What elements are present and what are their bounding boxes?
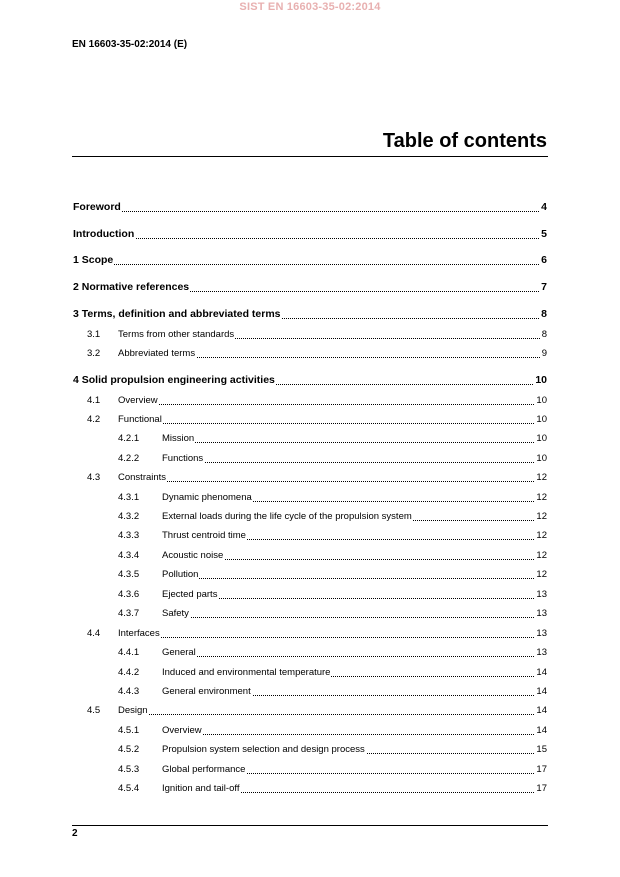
toc-entry-page: 12 <box>536 550 547 561</box>
toc-entry-page: 13 <box>536 628 547 639</box>
toc-entry-page: 12 <box>536 492 547 503</box>
dot-leader <box>163 442 540 443</box>
toc-entry-number: 4.1 <box>87 395 101 406</box>
toc-entry[interactable] <box>0 703 620 717</box>
toc-entry-number: 4.5.1 <box>118 725 140 736</box>
toc-entry-number: 4.3.6 <box>118 589 140 600</box>
dot-leader <box>119 481 540 482</box>
toc-entry[interactable] <box>0 431 620 445</box>
toc-entry[interactable] <box>0 509 620 523</box>
toc-entry-number: 4.3.2 <box>118 511 140 522</box>
toc-entry-number: 4.3.7 <box>118 608 140 619</box>
toc-entry-title: Dynamic phenomena <box>162 492 252 503</box>
toc-entry[interactable] <box>0 280 620 294</box>
dot-leader <box>163 617 540 618</box>
watermark: SIST EN 16603-35-02:2014 <box>239 1 381 13</box>
toc-entry[interactable] <box>0 373 620 387</box>
footer-divider <box>72 825 548 826</box>
toc-entry-page: 14 <box>536 667 547 678</box>
toc-entry-number: 4.3.4 <box>118 550 140 561</box>
toc-entry-title: Introduction <box>73 228 135 240</box>
toc-entry-title: Pollution <box>162 569 199 580</box>
toc-entry-number: 4.5.4 <box>118 783 140 794</box>
toc-entry-title: Abbreviated terms <box>118 348 196 359</box>
toc-entry-title: Safety <box>162 608 189 619</box>
toc-entry-page: 10 <box>535 374 547 386</box>
toc-entry-page: 12 <box>536 569 547 580</box>
toc-entry[interactable] <box>0 781 620 795</box>
toc-entry-number: 4.4 <box>87 628 101 639</box>
dot-leader <box>74 264 541 265</box>
toc-entry-page: 12 <box>536 511 547 522</box>
toc-entry[interactable] <box>0 393 620 407</box>
toc-entry-title: Induced and environmental temperature <box>162 667 331 678</box>
toc-entry-number: 3.1 <box>87 329 101 340</box>
toc-entry-title: 1 Scope <box>73 254 114 266</box>
dot-leader <box>119 714 540 715</box>
toc-entry-page: 9 <box>541 348 547 359</box>
toc-entry-page: 13 <box>536 589 547 600</box>
toc-entry-page: 4 <box>541 201 547 213</box>
dot-leader <box>119 423 540 424</box>
toc-entry-number: 4.4.1 <box>118 647 140 658</box>
toc-entry-title: Constraints <box>118 472 167 483</box>
toc-entry-page: 8 <box>541 308 547 320</box>
dot-leader <box>163 578 540 579</box>
dot-leader <box>74 211 541 212</box>
toc-entry[interactable] <box>0 451 620 465</box>
dot-leader <box>163 462 540 463</box>
toc-entry-title: Foreword <box>73 201 121 213</box>
toc-entry-page: 17 <box>536 764 547 775</box>
toc-entry-title: Global performance <box>162 764 246 775</box>
dot-leader <box>163 734 540 735</box>
toc-entry[interactable] <box>0 567 620 581</box>
toc-entry-number: 4.2.2 <box>118 453 140 464</box>
toc-entry-page: 10 <box>536 414 547 425</box>
toc-entry-title: External loads during the life cycle of the propulsion system <box>162 511 412 522</box>
toc-entry-title: Mission <box>162 433 195 444</box>
toc-entry-title: 2 Normative references <box>73 281 190 293</box>
toc-entry-title: Overview <box>118 395 158 406</box>
toc-entry-title: Interfaces <box>118 628 160 639</box>
toc-entry-number: 4.5.3 <box>118 764 140 775</box>
page-title: Table of contents <box>382 130 547 152</box>
page-number: 2 <box>72 828 78 839</box>
toc-entry[interactable] <box>0 742 620 756</box>
toc-entry-page: 14 <box>536 705 547 716</box>
toc-entry[interactable] <box>0 412 620 426</box>
toc-entry[interactable] <box>0 327 620 341</box>
toc-entry-page: 17 <box>536 783 547 794</box>
toc-entry[interactable] <box>0 346 620 360</box>
toc-entry-number: 4.2.1 <box>118 433 140 444</box>
toc-entry-page: 8 <box>541 329 547 340</box>
toc-entry-page: 5 <box>541 228 547 240</box>
dot-leader <box>74 238 541 239</box>
toc-entry[interactable] <box>0 528 620 542</box>
toc-entry[interactable] <box>0 227 620 241</box>
dot-leader <box>119 404 540 405</box>
document-id: EN 16603-35-02:2014 (E) <box>72 39 188 50</box>
toc-entry-title: Terms from other standards <box>118 329 235 340</box>
toc-entry[interactable] <box>0 548 620 562</box>
toc-entry-number: 4.3.3 <box>118 530 140 541</box>
toc-entry-page: 10 <box>536 395 547 406</box>
toc-entry-number: 4.3 <box>87 472 101 483</box>
toc-entry-title: Thrust centroid time <box>162 530 246 541</box>
toc-entry-page: 6 <box>541 254 547 266</box>
dot-leader <box>119 637 540 638</box>
toc-entry-title: 3 Terms, definition and abbreviated terms <box>73 308 281 320</box>
toc-entry-number: 4.3.5 <box>118 569 140 580</box>
toc-entry-number: 4.4.3 <box>118 686 140 697</box>
toc-entry[interactable] <box>0 587 620 601</box>
toc-entry[interactable] <box>0 684 620 698</box>
toc-entry-title: General environment <box>162 686 251 697</box>
toc-entry-page: 10 <box>536 453 547 464</box>
dot-leader <box>163 656 540 657</box>
toc-entry-title: Functions <box>162 453 204 464</box>
toc-entry-page: 14 <box>536 686 547 697</box>
toc-entry[interactable] <box>0 490 620 504</box>
toc-entry-title: Design <box>118 705 148 716</box>
toc-entry-page: 15 <box>536 744 547 755</box>
toc-entry-page: 13 <box>536 608 547 619</box>
toc-entry-page: 7 <box>541 281 547 293</box>
toc-entry-title: Acoustic noise <box>162 550 224 561</box>
toc-entry-title: General <box>162 647 196 658</box>
toc-entry[interactable] <box>0 626 620 640</box>
toc-entry-title: 4 Solid propulsion engineering activities <box>73 374 275 386</box>
toc-entry-number: 4.5 <box>87 705 101 716</box>
toc-entry-page: 12 <box>536 530 547 541</box>
toc-entry-title: Ejected parts <box>162 589 218 600</box>
toc-entry[interactable] <box>0 606 620 620</box>
toc-entry-page: 13 <box>536 647 547 658</box>
toc-entry[interactable] <box>0 253 620 267</box>
toc-entry-title: Ignition and tail-off <box>162 783 240 794</box>
toc-entry[interactable] <box>0 665 620 679</box>
toc-entry[interactable] <box>0 200 620 214</box>
toc-entry[interactable] <box>0 470 620 484</box>
toc-entry-number: 4.2 <box>87 414 101 425</box>
toc-entry-page: 12 <box>536 472 547 483</box>
toc-entry-page: 10 <box>536 433 547 444</box>
toc-entry-number: 3.2 <box>87 348 101 359</box>
toc-entry[interactable] <box>0 723 620 737</box>
toc-entry-title: Overview <box>162 725 202 736</box>
toc-entry-number: 4.4.2 <box>118 667 140 678</box>
dot-leader <box>163 598 540 599</box>
toc-entry-title: Functional <box>118 414 162 425</box>
toc-entry-number: 4.3.1 <box>118 492 140 503</box>
toc-entry[interactable] <box>0 307 620 321</box>
toc-entry-page: 14 <box>536 725 547 736</box>
toc-entry-number: 4.5.2 <box>118 744 140 755</box>
toc-entry[interactable] <box>0 762 620 776</box>
toc-entry[interactable] <box>0 645 620 659</box>
toc-entry-title: Propulsion system selection and design process <box>162 744 365 755</box>
